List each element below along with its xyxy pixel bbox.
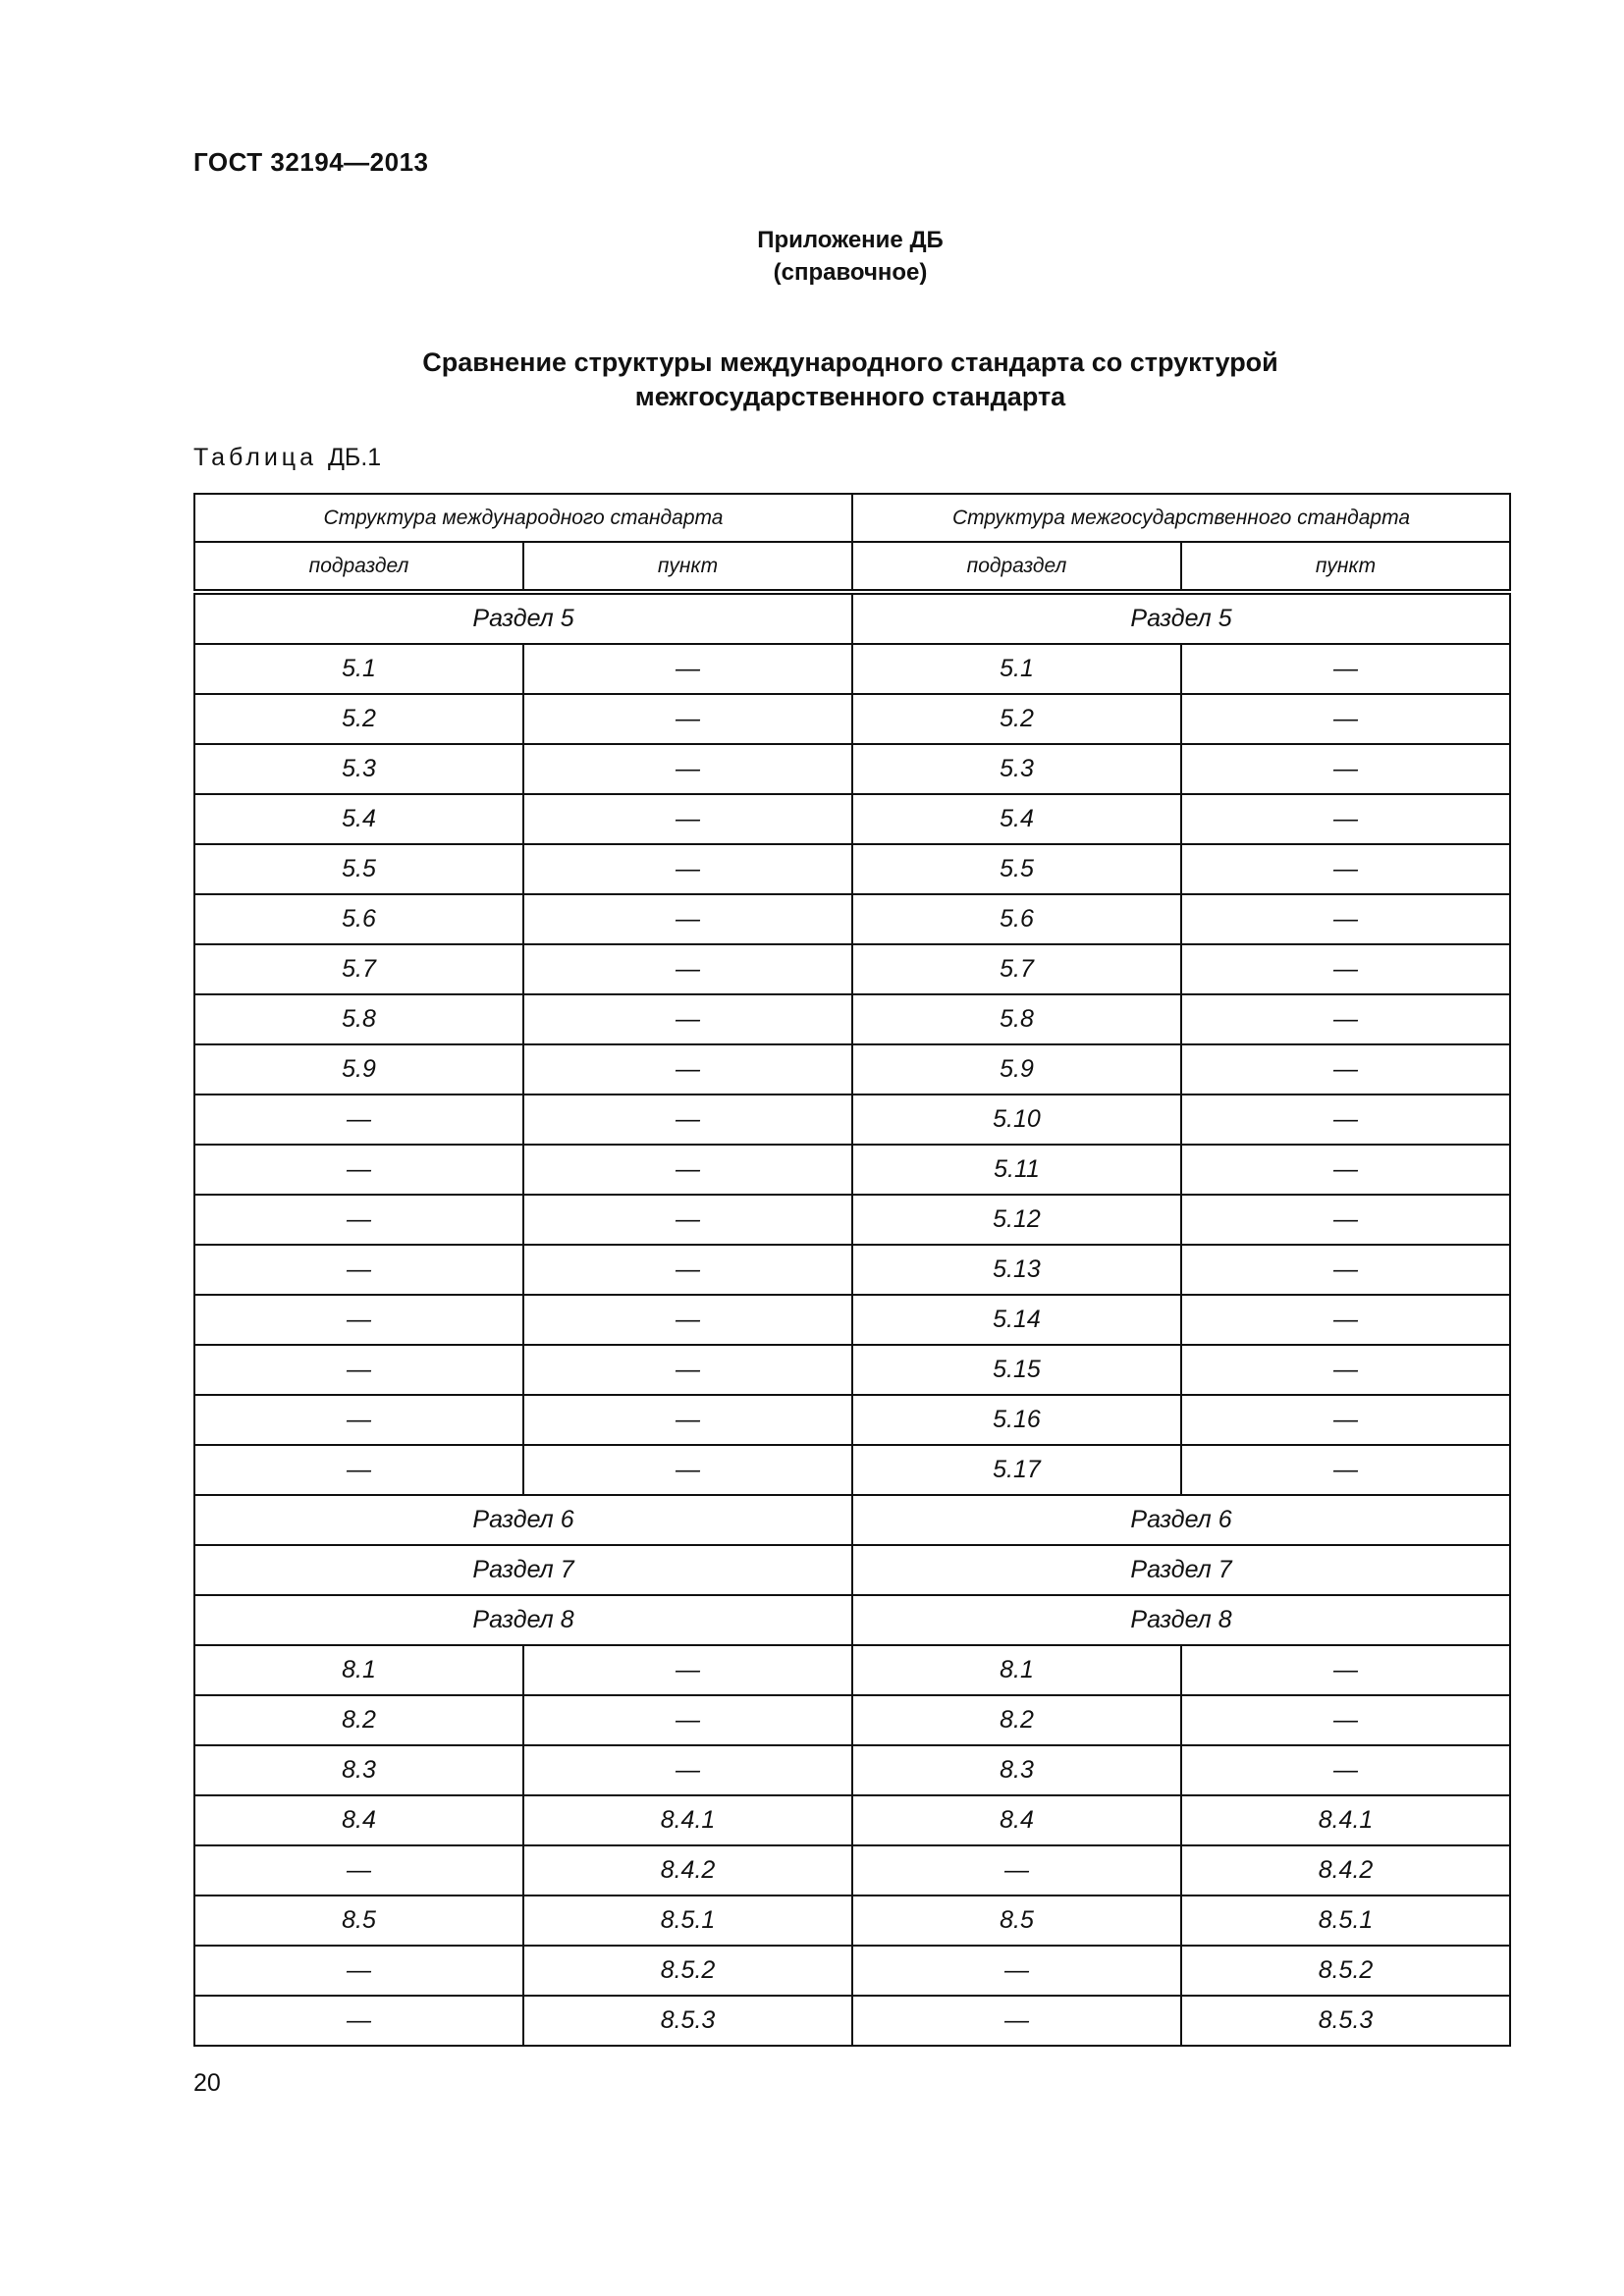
table-body — [194, 592, 1510, 2046]
section-cell: Раздел 7 — [194, 1545, 852, 1595]
clause-cell: — — [1181, 694, 1510, 744]
subsection-cell: 5.11 — [852, 1145, 1181, 1195]
clause-cell: — — [1181, 644, 1510, 694]
clause-cell: 8.4.2 — [523, 1845, 852, 1896]
page-number: 20 — [193, 2069, 221, 2097]
comparison-table — [193, 493, 1511, 2047]
section-cell: Раздел 6 — [852, 1495, 1510, 1545]
subsection-cell: — — [194, 1395, 523, 1445]
table-row — [194, 1245, 1510, 1295]
table-row — [194, 1145, 1510, 1195]
clause-cell: — — [1181, 1645, 1510, 1695]
clause-cell: — — [523, 1695, 852, 1745]
section-cell: Раздел 8 — [852, 1595, 1510, 1645]
document-title-line-2: межгосударственного стандарта — [634, 382, 1066, 411]
subsection-cell: — — [194, 1345, 523, 1395]
table-row — [194, 994, 1510, 1044]
clause-cell: — — [1181, 1445, 1510, 1495]
table-row — [194, 1795, 1510, 1845]
appendix-title: Приложение ДБ — [757, 227, 944, 253]
clause-cell: — — [523, 794, 852, 844]
header-clause: пункт — [523, 542, 852, 592]
clause-cell: — — [523, 1745, 852, 1795]
table-row — [194, 1345, 1510, 1395]
subsection-cell: 5.5 — [852, 844, 1181, 894]
subsection-cell: 5.2 — [852, 694, 1181, 744]
subsection-cell: 5.8 — [852, 994, 1181, 1044]
clause-cell: — — [1181, 794, 1510, 844]
header-subsection: подраздел — [852, 542, 1181, 592]
subsection-cell: — — [194, 1996, 523, 2046]
table-row — [194, 1845, 1510, 1896]
clause-cell: — — [523, 1395, 852, 1445]
subsection-cell: 5.4 — [852, 794, 1181, 844]
clause-cell: — — [523, 644, 852, 694]
subsection-cell: 5.9 — [194, 1044, 523, 1095]
subsection-cell: 5.6 — [194, 894, 523, 944]
subsection-cell: 5.14 — [852, 1295, 1181, 1345]
subsection-cell: 5.1 — [194, 644, 523, 694]
section-cell: Раздел 7 — [852, 1545, 1510, 1595]
clause-cell: — — [1181, 1695, 1510, 1745]
table-row — [194, 944, 1510, 994]
table-caption-number: ДБ.1 — [327, 444, 382, 471]
clause-cell: — — [1181, 1145, 1510, 1195]
clause-cell: 8.5.2 — [1181, 1946, 1510, 1996]
subsection-cell: 5.13 — [852, 1245, 1181, 1295]
subsection-cell: 8.2 — [852, 1695, 1181, 1745]
table-row — [194, 894, 1510, 944]
subsection-cell: 5.15 — [852, 1345, 1181, 1395]
clause-cell: 8.5.3 — [523, 1996, 852, 2046]
subsection-cell: 5.8 — [194, 994, 523, 1044]
clause-cell: 8.4.1 — [1181, 1795, 1510, 1845]
subsection-cell: — — [194, 1195, 523, 1245]
header-subsection: подраздел — [194, 542, 523, 592]
clause-cell: — — [1181, 994, 1510, 1044]
subsection-cell: — — [194, 1145, 523, 1195]
clause-cell: — — [523, 1245, 852, 1295]
subsection-cell: — — [194, 1295, 523, 1345]
table-row — [194, 1896, 1510, 1946]
header-international-structure: Структура международного стандарта — [194, 494, 852, 542]
subsection-cell: 5.6 — [852, 894, 1181, 944]
section-cell: Раздел 5 — [852, 592, 1510, 644]
table-section-row — [194, 1545, 1510, 1595]
table-row — [194, 844, 1510, 894]
subsection-cell: 8.5 — [852, 1896, 1181, 1946]
section-cell: Раздел 8 — [194, 1595, 852, 1645]
table-row — [194, 1395, 1510, 1445]
table-row — [194, 1645, 1510, 1695]
clause-cell: — — [1181, 1395, 1510, 1445]
table-row — [194, 794, 1510, 844]
clause-cell: — — [523, 1095, 852, 1145]
header-interstate-structure: Структура межгосударственного стандарта — [852, 494, 1510, 542]
clause-cell: — — [523, 994, 852, 1044]
subsection-cell: 8.4 — [194, 1795, 523, 1845]
table-section-row — [194, 1495, 1510, 1545]
subsection-cell: 8.4 — [852, 1795, 1181, 1845]
table-row — [194, 1946, 1510, 1996]
clause-cell: — — [1181, 1044, 1510, 1095]
clause-cell: — — [1181, 744, 1510, 794]
subsection-cell: 5.1 — [852, 644, 1181, 694]
subsection-cell: 5.3 — [852, 744, 1181, 794]
subsection-cell: 5.12 — [852, 1195, 1181, 1245]
clause-cell: — — [523, 744, 852, 794]
subsection-cell: — — [194, 1245, 523, 1295]
clause-cell: — — [523, 1195, 852, 1245]
clause-cell: 8.5.2 — [523, 1946, 852, 1996]
clause-cell: — — [1181, 894, 1510, 944]
appendix-heading — [0, 224, 1624, 289]
table-section-row — [194, 1595, 1510, 1645]
subsection-cell: 5.5 — [194, 844, 523, 894]
subsection-cell: 5.17 — [852, 1445, 1181, 1495]
clause-cell: — — [1181, 944, 1510, 994]
clause-cell: 8.4.2 — [1181, 1845, 1510, 1896]
table-caption-word: Таблица — [193, 444, 318, 471]
subsection-cell: 5.2 — [194, 694, 523, 744]
subsection-cell: 5.3 — [194, 744, 523, 794]
table-row — [194, 1695, 1510, 1745]
subsection-cell: — — [194, 1946, 523, 1996]
table-row — [194, 1295, 1510, 1345]
clause-cell: — — [523, 1145, 852, 1195]
subsection-cell: 8.3 — [852, 1745, 1181, 1795]
subsection-cell: 8.2 — [194, 1695, 523, 1745]
document-title-line-1: Сравнение структуры международного стандарта со структурой — [422, 347, 1278, 377]
table-sub-header-row — [194, 542, 1510, 592]
subsection-cell: — — [852, 1845, 1181, 1896]
table-row — [194, 1996, 1510, 2046]
clause-cell: — — [1181, 1195, 1510, 1245]
clause-cell: — — [523, 1645, 852, 1695]
table-group-header-row — [194, 494, 1510, 542]
table-row — [194, 1195, 1510, 1245]
subsection-cell: 5.7 — [852, 944, 1181, 994]
table-row — [194, 1095, 1510, 1145]
appendix-type: (справочное) — [773, 259, 928, 286]
clause-cell: — — [523, 894, 852, 944]
table-row — [194, 744, 1510, 794]
table-row — [194, 1745, 1510, 1795]
subsection-cell: 5.10 — [852, 1095, 1181, 1145]
subsection-cell: — — [194, 1445, 523, 1495]
clause-cell: — — [1181, 1345, 1510, 1395]
clause-cell: — — [523, 694, 852, 744]
subsection-cell: 8.3 — [194, 1745, 523, 1795]
section-cell: Раздел 6 — [194, 1495, 852, 1545]
table-row — [194, 694, 1510, 744]
subsection-cell: — — [852, 1946, 1181, 1996]
subsection-cell: 8.1 — [194, 1645, 523, 1695]
clause-cell: — — [523, 1345, 852, 1395]
subsection-cell: 8.5 — [194, 1896, 523, 1946]
clause-cell: 8.5.1 — [1181, 1896, 1510, 1946]
table-caption — [193, 444, 381, 472]
section-cell: Раздел 5 — [194, 592, 852, 644]
subsection-cell: 5.16 — [852, 1395, 1181, 1445]
clause-cell: — — [523, 1044, 852, 1095]
clause-cell: — — [523, 1445, 852, 1495]
table-row — [194, 1445, 1510, 1495]
clause-cell: 8.5.1 — [523, 1896, 852, 1946]
clause-cell: — — [1181, 1095, 1510, 1145]
clause-cell: 8.4.1 — [523, 1795, 852, 1845]
clause-cell: — — [523, 1295, 852, 1345]
clause-cell: — — [1181, 844, 1510, 894]
table-section-row — [194, 592, 1510, 644]
subsection-cell: 5.7 — [194, 944, 523, 994]
document-title — [0, 346, 1624, 414]
clause-cell: — — [523, 944, 852, 994]
clause-cell: — — [1181, 1295, 1510, 1345]
clause-cell: — — [1181, 1745, 1510, 1795]
subsection-cell: — — [194, 1845, 523, 1896]
subsection-cell: — — [194, 1095, 523, 1145]
subsection-cell: 5.4 — [194, 794, 523, 844]
subsection-cell: — — [852, 1996, 1181, 2046]
clause-cell: — — [1181, 1245, 1510, 1295]
table-row — [194, 1044, 1510, 1095]
clause-cell: 8.5.3 — [1181, 1996, 1510, 2046]
subsection-cell: 5.9 — [852, 1044, 1181, 1095]
table-row — [194, 644, 1510, 694]
clause-cell: — — [523, 844, 852, 894]
document-number: ГОСТ 32194—2013 — [193, 147, 429, 177]
header-clause: пункт — [1181, 542, 1510, 592]
subsection-cell: 8.1 — [852, 1645, 1181, 1695]
